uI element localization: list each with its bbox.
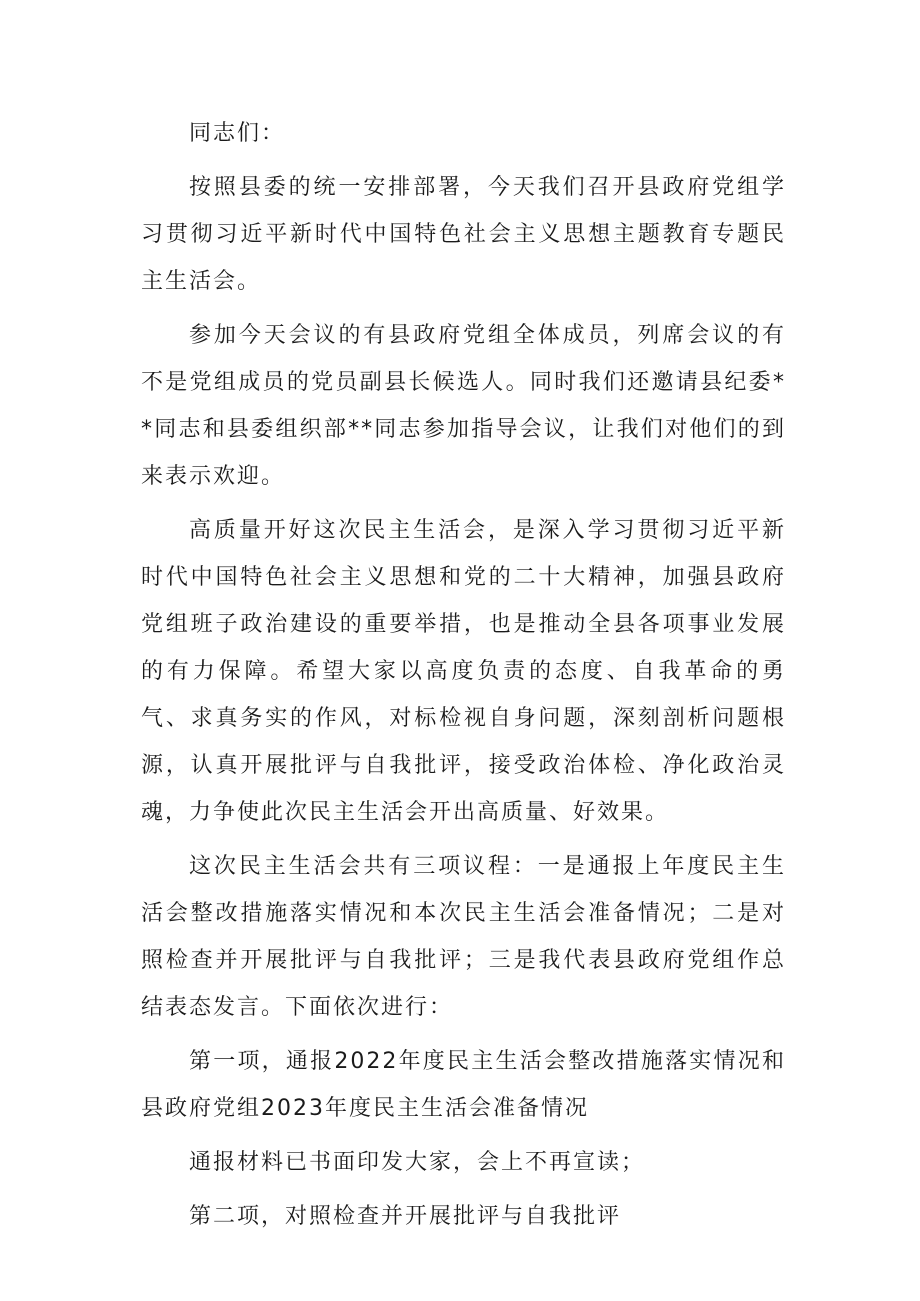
paragraph-salutation: 同志们：	[189, 121, 286, 146]
paragraph-item-one-note: 通报材料已书面印发大家，会上不再宣读；	[189, 1150, 646, 1175]
paragraph-attendees: 参加今天会议的有县政府党组全体成员，列席会议的有不是党组成员的党员副县长候选人。同时我们还邀请县纪委**同志和县委组织部**同志参加指导会议，让我们对他们的到来表示欢迎。	[141, 323, 786, 489]
document-body	[141, 110, 786, 1247]
paragraph-item-two: 第二项，对照检查并开展批评与自我批评	[189, 1204, 622, 1229]
paragraph-significance: 高质量开好这次民主生活会，是深入学习贯彻习近平新时代中国特色社会主义思想和党的二十大精神，加强县政府党组班子政治建设的重要举措，也是推动全县各项事业发展的有力保障。希望大家以高度负责的态度、自我革命的勇气、求真务实的作风，对标检视自身问题，深刻剖析问题根源，认真开展批评与自我批评，接受政治体检、净化政治灵魂，力争使此次民主生活会开出高质量、好效果。	[141, 518, 786, 825]
paragraph-agenda: 这次民主生活会共有三项议程：一是通报上年度民主生活会整改措施落实情况和本次民主生活会准备情况；二是对照检查并开展批评与自我批评；三是我代表县政府党组作总结表态发言。下面依次进行：	[141, 854, 786, 1020]
paragraph-item-one: 第一项，通报2022年度民主生活会整改措施落实情况和县政府党组2023年度民主生活会准备情况	[141, 1049, 786, 1121]
paragraph-opening: 按照县委的统一安排部署，今天我们召开县政府党组学习贯彻习近平新时代中国特色社会主义思想主题教育专题民主生活会。	[141, 175, 786, 294]
